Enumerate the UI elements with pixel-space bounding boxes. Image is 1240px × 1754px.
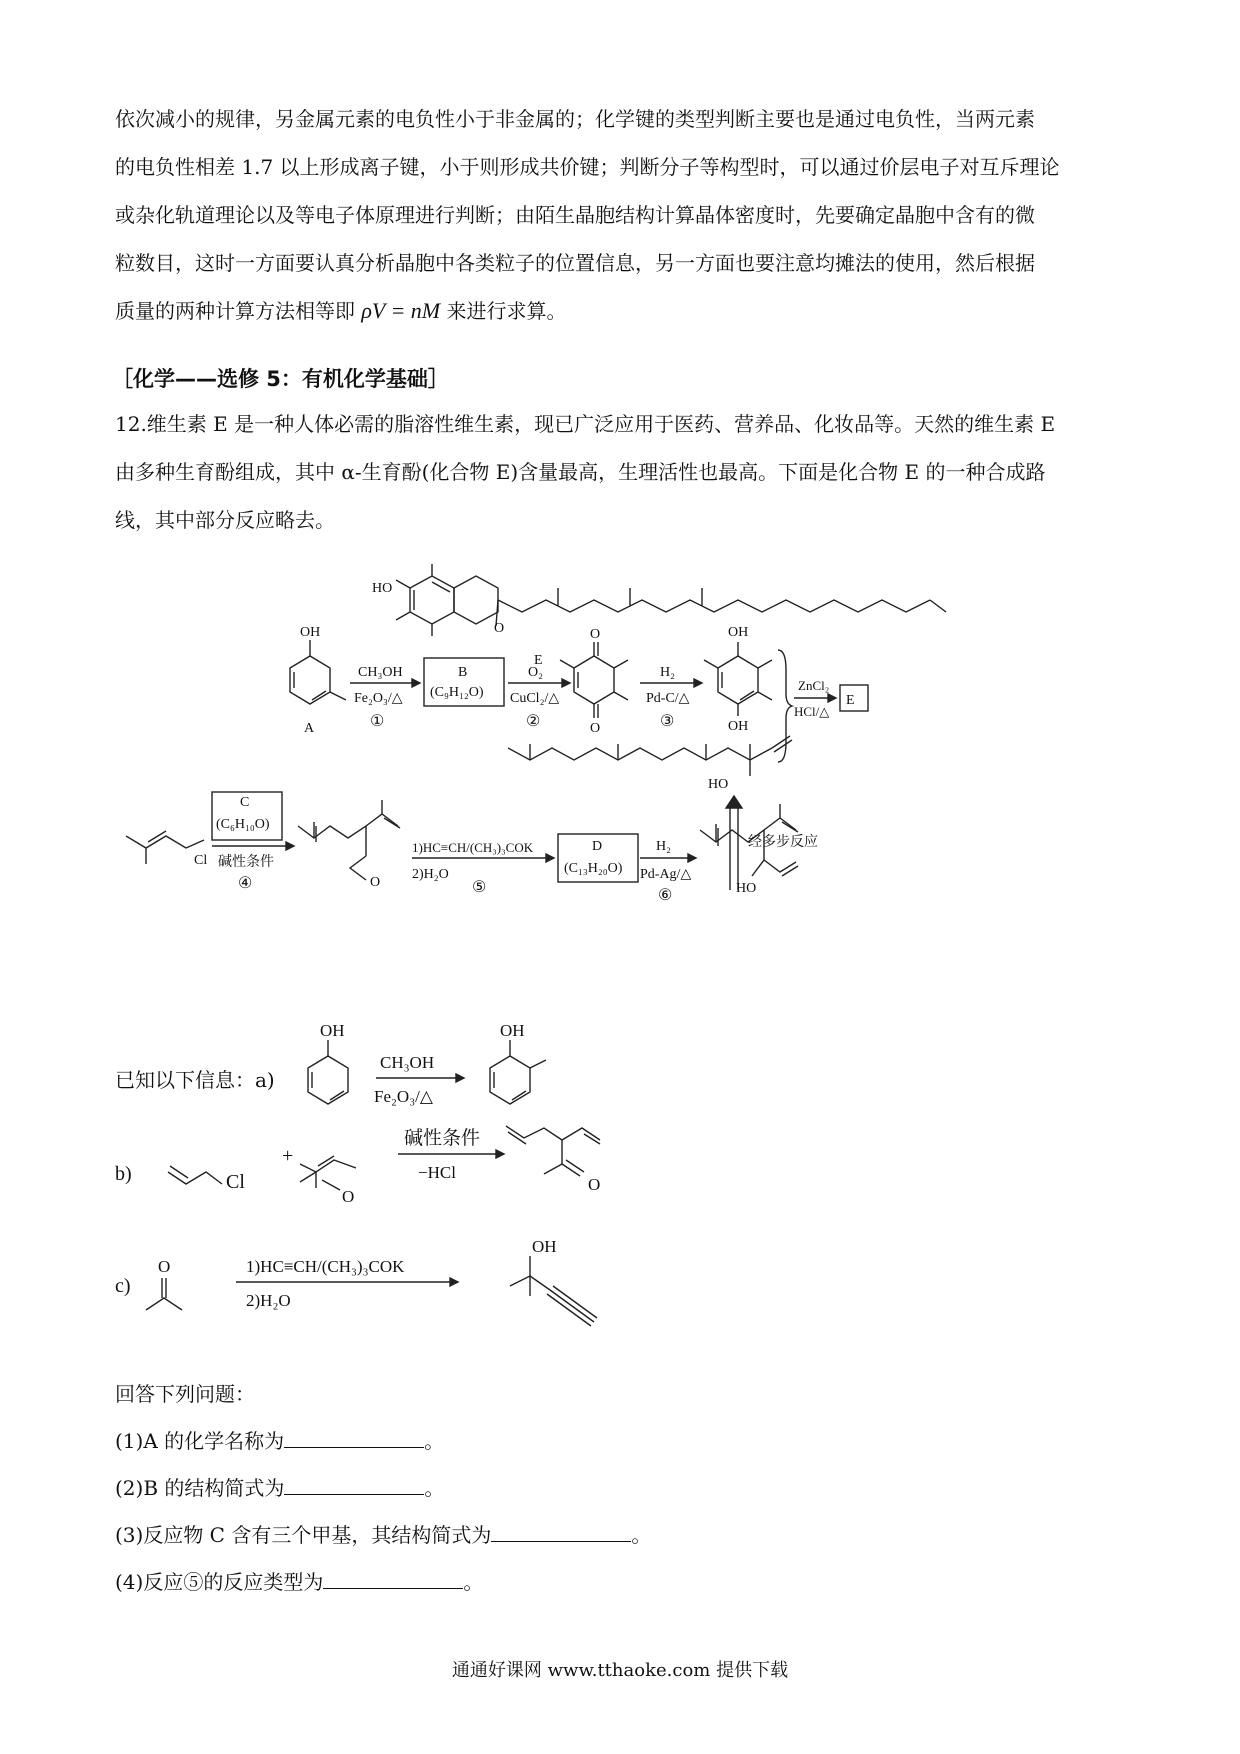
known-a-top: CH₃OH: [380, 1053, 435, 1072]
question-line-2: 由多种生育酚组成，其中 α-生育酚(化合物 E)含量最高，生理活性也最高。下面是化合物 E 的一种合成路: [115, 460, 1046, 484]
known-b-ketone-o: O: [342, 1187, 355, 1206]
known-c-acetone-o: O: [158, 1257, 171, 1276]
known-b-allyl-chloride: [168, 1166, 222, 1184]
known-c-bottom: 2)H₂O: [246, 1291, 291, 1310]
structure-hydroquinone: [704, 642, 772, 716]
step1-bottom: Fe₂O₃/△: [354, 691, 403, 706]
known-b-product: [506, 1126, 600, 1176]
E-ring-o-label: O: [494, 621, 505, 636]
step4-bottom: 碱性条件: [218, 855, 274, 870]
intro-last-prefix: 质量的两种计算方法相等即: [115, 299, 355, 323]
question-line-1: 12.维生素 E 是一种人体必需的脂溶性维生素，现已广泛应用于医药、营养品、化妆品等。天然的维生素 E: [115, 412, 1056, 436]
step3-bottom: Pd-C/△: [646, 691, 690, 706]
synthesis-scheme: [0, 560, 1240, 980]
question-2-end: 。: [424, 1476, 445, 1500]
answer-blank-3[interactable]: [491, 1523, 631, 1542]
box-D-formula: (C₁₃H₂₀O): [564, 861, 623, 876]
step4-num: ④: [238, 875, 253, 892]
section-heading: ［化学——选修 5：有机化学基础］: [112, 367, 449, 391]
step5-bottom: 2)H₂O: [412, 867, 449, 882]
question-3-text: (3)反应物 C 含有三个甲基，其结构简式为: [115, 1523, 492, 1547]
question-3: [115, 1519, 651, 1548]
question-line-3: 线，其中部分反应略去。: [115, 508, 335, 532]
step6-top: H₂: [656, 839, 671, 854]
density-formula: ρV = nM: [361, 298, 441, 323]
step6-bottom: Pd-Ag/△: [640, 867, 692, 882]
known-c-label: c): [115, 1275, 131, 1297]
known-c-top: 1)HC≡CH/(CH₃)₃COK: [246, 1257, 405, 1276]
isophytol-ho: HO: [708, 777, 729, 792]
answer-blank-4[interactable]: [323, 1570, 463, 1589]
step1-num: ①: [370, 713, 385, 730]
step2-bottom: CuCl₂/△: [510, 691, 560, 706]
intro-line-1: 依次减小的规律，另金属元素的电负性小于非金属的；化学键的类型判断主要也是通过电负性，当两元素: [115, 107, 1035, 131]
structure-step4-product: [298, 800, 400, 880]
question-4: [115, 1566, 483, 1595]
box-B-letter: B: [458, 665, 468, 680]
known-b-top: 碱性条件: [404, 1128, 481, 1149]
E-ho-label: HO: [372, 581, 393, 596]
known-c-product: [510, 1256, 597, 1326]
known-reactions: [0, 1016, 1240, 1346]
known-a-bottom: Fe₂O₃/△: [374, 1087, 433, 1106]
known-b-product-o: O: [588, 1175, 601, 1194]
structure-prenyl-chloride: [126, 831, 204, 864]
step3-top: H₂: [660, 665, 675, 680]
label-A: A: [304, 721, 315, 736]
question-12: [115, 400, 1125, 544]
hq-oh-bottom: OH: [728, 719, 749, 734]
box-C-letter: C: [240, 795, 250, 810]
structure-quinone: [560, 642, 628, 718]
quinone-o-bottom: O: [590, 721, 601, 736]
step5-top: 1)HC≡CH/(CH₃)₃COK: [412, 840, 534, 855]
known-b-bottom: −HCl: [418, 1163, 456, 1182]
box-E-label: E: [846, 693, 855, 708]
box-D-letter: D: [592, 839, 603, 854]
page-footer: 通通好课网 www.tthaoke.com 提供下载: [451, 1660, 789, 1681]
known-a-oh-left: OH: [320, 1021, 345, 1040]
question-1-text: (1)A 的化学名称为: [115, 1429, 285, 1453]
known-b-plus: +: [282, 1145, 294, 1167]
intro-line-2: 的电负性相差 1.7 以上形成离子键，小于则形成共价键；判断分子等构型时，可以通过价层电子对互斥理论: [115, 155, 1060, 179]
question-2-text: (2)B 的结构简式为: [115, 1476, 285, 1500]
box-C-formula: (C₆H₁₀O): [216, 817, 270, 832]
cl-label: Cl: [194, 853, 208, 868]
quinone-o-top: O: [590, 627, 601, 642]
step2-top: O₂: [528, 665, 543, 680]
step6-num: ⑥: [658, 887, 673, 904]
step5-num: ⑤: [472, 879, 487, 896]
intro-line-4: 粒数目，这时一方面要认真分析晶胞中各类粒子的位置信息，另一方面也要注意均摊法的使用，然后根据: [115, 251, 1035, 275]
step6-product-ho: HO: [736, 881, 757, 896]
question-1: [115, 1425, 444, 1454]
structure-A: [290, 640, 346, 704]
known-b-label: b): [115, 1163, 132, 1185]
step4-product-o: O: [370, 875, 381, 890]
A-oh-label: OH: [300, 625, 321, 640]
structure-E: [396, 564, 946, 636]
answer-intro: 回答下列问题：: [115, 1382, 255, 1406]
label-E: E: [534, 653, 543, 668]
step3-num: ③: [660, 713, 675, 730]
known-info-label: 已知以下信息：a): [115, 1068, 275, 1092]
answer-blank-1[interactable]: [284, 1429, 424, 1448]
intro-line-3: 或杂化轨道理论以及等电子体原理进行判断；由陌生晶胞结构计算晶体密度时，先要确定晶胞中含有的微: [115, 203, 1035, 227]
intro-paragraph: [115, 95, 1125, 335]
question-4-end: 。: [463, 1570, 484, 1594]
final-step-bottom: HCl/△: [794, 704, 830, 719]
step1-top: CH₃OH: [358, 665, 403, 680]
known-b-cl: Cl: [226, 1171, 245, 1193]
box-B-formula: (C₉H₁₂O): [430, 685, 484, 700]
intro-line-5: [115, 287, 1125, 335]
question-4-text: (4)反应⑤的反应类型为: [115, 1570, 324, 1594]
question-1-end: 。: [424, 1429, 445, 1453]
known-b-ketone: [300, 1156, 356, 1190]
known-c-product-oh: OH: [532, 1237, 557, 1256]
hq-oh-top: OH: [728, 625, 749, 640]
known-a-o-cresol: [490, 1040, 546, 1104]
structure-isophytol: [508, 736, 792, 776]
question-3-end: 。: [631, 1523, 652, 1547]
intro-last-suffix: 来进行求算。: [446, 299, 567, 323]
question-2: [115, 1472, 444, 1501]
known-a-phenol: [308, 1040, 348, 1104]
step2-num: ②: [526, 713, 541, 730]
final-step-top: ZnCl₂: [798, 678, 830, 693]
known-a-oh-right: OH: [500, 1021, 525, 1040]
known-c-acetone: [146, 1278, 182, 1310]
multi-step-label: 经多步反应: [748, 835, 818, 850]
answer-blank-2[interactable]: [284, 1476, 424, 1495]
